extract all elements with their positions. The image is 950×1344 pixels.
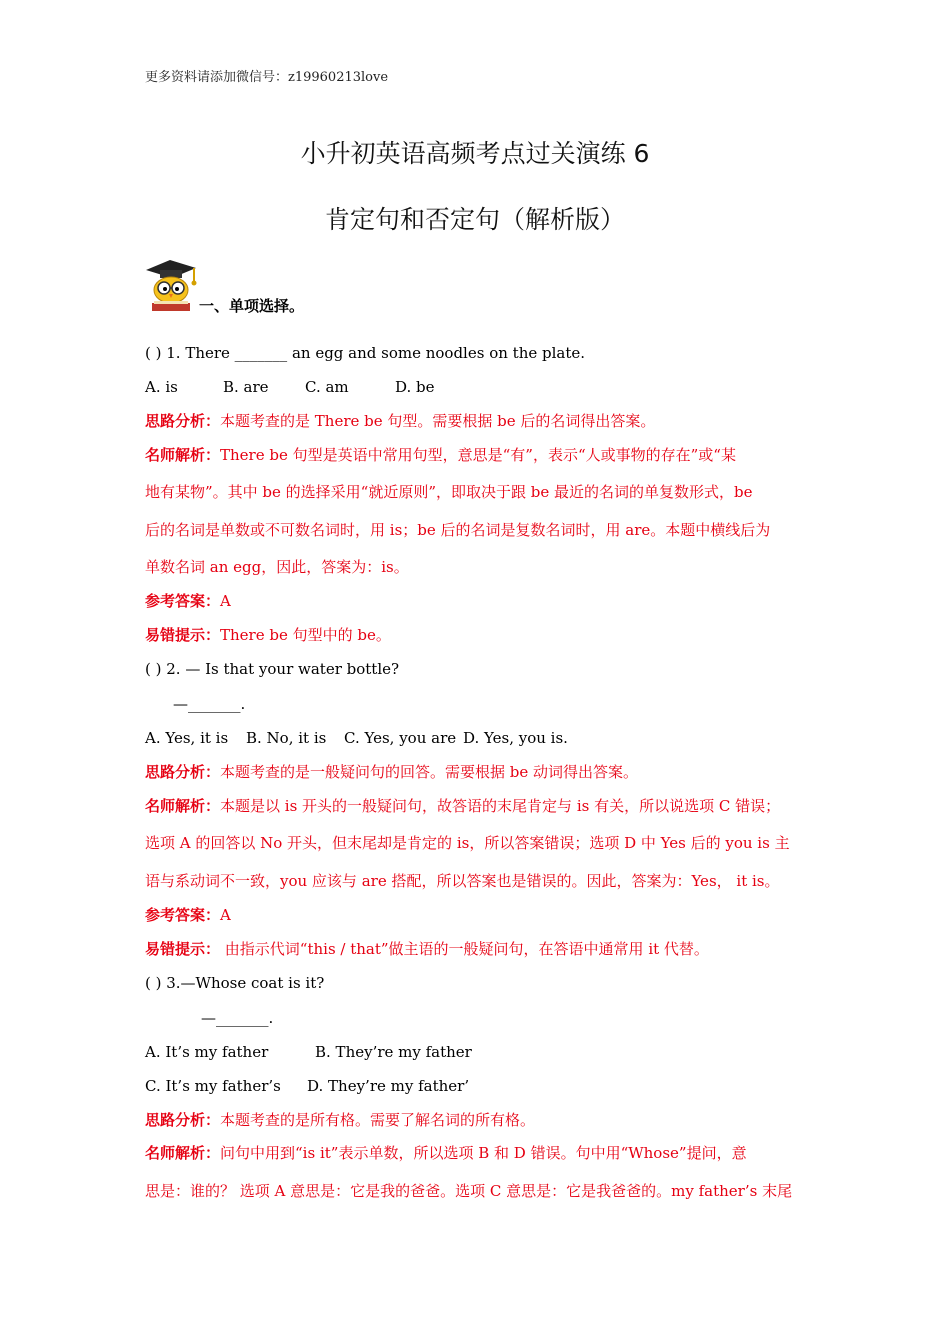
q2-explain-text: 本题是以 is 开头的一般疑问句，故答语的末尾肯定与 is 有关，所以说选项 C 错误；	[220, 797, 781, 815]
q1-tip-text: There be 句型中的 be。	[220, 626, 391, 644]
q2-options	[145, 728, 845, 748]
q1-analysis-label: 思路分析：	[145, 412, 221, 430]
q2-option-d: D. Yes, you is.	[463, 729, 568, 747]
q1-analysis	[145, 411, 655, 431]
q1-answer-label: 参考答案：	[145, 592, 221, 610]
q1-analysis-text: 本题考查的是 There be 句型。需要根据 be 后的名词得出答案。	[220, 412, 656, 430]
q1-explain-line: 后的名词是单数或不可数名词时，用 is；be 后的名词是复数名词时，用 are。本题中横线后为	[145, 521, 771, 539]
q1-option-b: B. are	[223, 378, 269, 396]
q3-option-b: B. They’re my father	[315, 1043, 472, 1061]
q1-option-a: A. is	[145, 378, 178, 396]
q3-analysis	[145, 1110, 535, 1130]
q1-answer	[145, 591, 231, 611]
q2-option-b: B. No, it is	[246, 729, 327, 747]
q1-tip-label: 易错提示：	[145, 626, 221, 644]
page-subtitle: 肯定句和否定句（解析版）	[324, 205, 625, 234]
q2-analysis-text: 本题考查的是一般疑问句的回答。需要根据 be 动词得出答案。	[220, 763, 639, 781]
q2-answer-value: A	[220, 906, 231, 924]
q3-option-d: D. They’re my father’	[307, 1077, 470, 1095]
q3-explain-line	[145, 1143, 747, 1163]
q2-option-a: A. Yes, it is	[145, 729, 229, 747]
q2-analysis-label: 思路分析：	[145, 763, 221, 781]
q1-answer-value: A	[220, 592, 231, 610]
q2-explain-line: 语与系动词不一致，you 应该与 are 搭配，所以答案也是错误的。因此，答案为：Yes， it is。	[145, 872, 780, 890]
q3-explain-line: 思是：谁的？ 选项 A 意思是：它是我的爸爸。选项 C 意思是：它是我爸爸的。my father’s 末尾	[145, 1182, 793, 1200]
q3-blank: —_______.	[201, 1009, 274, 1027]
q2-explain-label: 名师解析：	[145, 797, 221, 815]
q2-answer-label: 参考答案：	[145, 906, 221, 924]
q1-stem: ( ) 1. There _______ an egg and some noodles on the plate.	[145, 344, 586, 362]
q3-analysis-label: 思路分析：	[145, 1111, 221, 1129]
q3-options-row2	[145, 1076, 845, 1096]
q3-option-c: C. It’s my father’s	[145, 1077, 281, 1095]
q1-options	[145, 377, 845, 397]
q3-stem: ( ) 3.—Whose coat is it?	[145, 974, 325, 992]
q1-option-c: C. am	[305, 378, 349, 396]
q2-explain-line	[145, 796, 780, 816]
q2-explain-line: 选项 A 的回答以 No 开头，但末尾却是肯定的 is，所以答案错误；选项 D 中 Yes 后的 you is 主	[145, 834, 790, 852]
section-title: 一、单项选择。	[199, 297, 305, 315]
q3-explain-label: 名师解析：	[145, 1144, 221, 1162]
q2-tip-label: 易错提示：	[145, 940, 221, 958]
q1-explain-line: 单数名词 an egg，因此，答案为：is。	[145, 558, 409, 576]
q1-explain-line: 地有某物”。其中 be 的选择采用“就近原则”，即取决于跟 be 最近的名词的单复数形式，be	[145, 483, 753, 501]
q2-tip	[145, 939, 709, 959]
graduate-owl-icon	[142, 256, 200, 314]
q3-explain-text: 问句中用到“is it”表示单数，所以选项 B 和 D 错误。句中用“Whose”提问，意	[220, 1144, 747, 1162]
q2-tip-text: 由指示代词“this / that”做主语的一般疑问句，在答语中通常用 it 代替。	[220, 940, 709, 958]
q1-explain-line	[145, 445, 736, 465]
q1-option-d: D. be	[395, 378, 435, 396]
q3-options-row1	[145, 1042, 845, 1062]
q2-option-c: C. Yes, you are	[344, 729, 457, 747]
q1-explain-text: There be 句型是英语中常用句型，意思是“有”，表示“人或事物的存在”或“某	[220, 446, 736, 464]
page-header: 更多资料请添加微信号：z19960213love	[145, 70, 389, 85]
q2-blank: —_______.	[173, 695, 246, 713]
q3-option-a: A. It’s my father	[145, 1043, 269, 1061]
q1-tip	[145, 625, 391, 645]
q3-analysis-text: 本题考查的是所有格。需要了解名词的所有格。	[220, 1111, 536, 1129]
page-title: 小升初英语高频考点过关演练 6	[300, 139, 650, 168]
q2-answer	[145, 905, 231, 925]
q1-explain-label: 名师解析：	[145, 446, 221, 464]
q2-analysis	[145, 762, 638, 782]
q2-stem: ( ) 2. — Is that your water bottle?	[145, 660, 400, 678]
